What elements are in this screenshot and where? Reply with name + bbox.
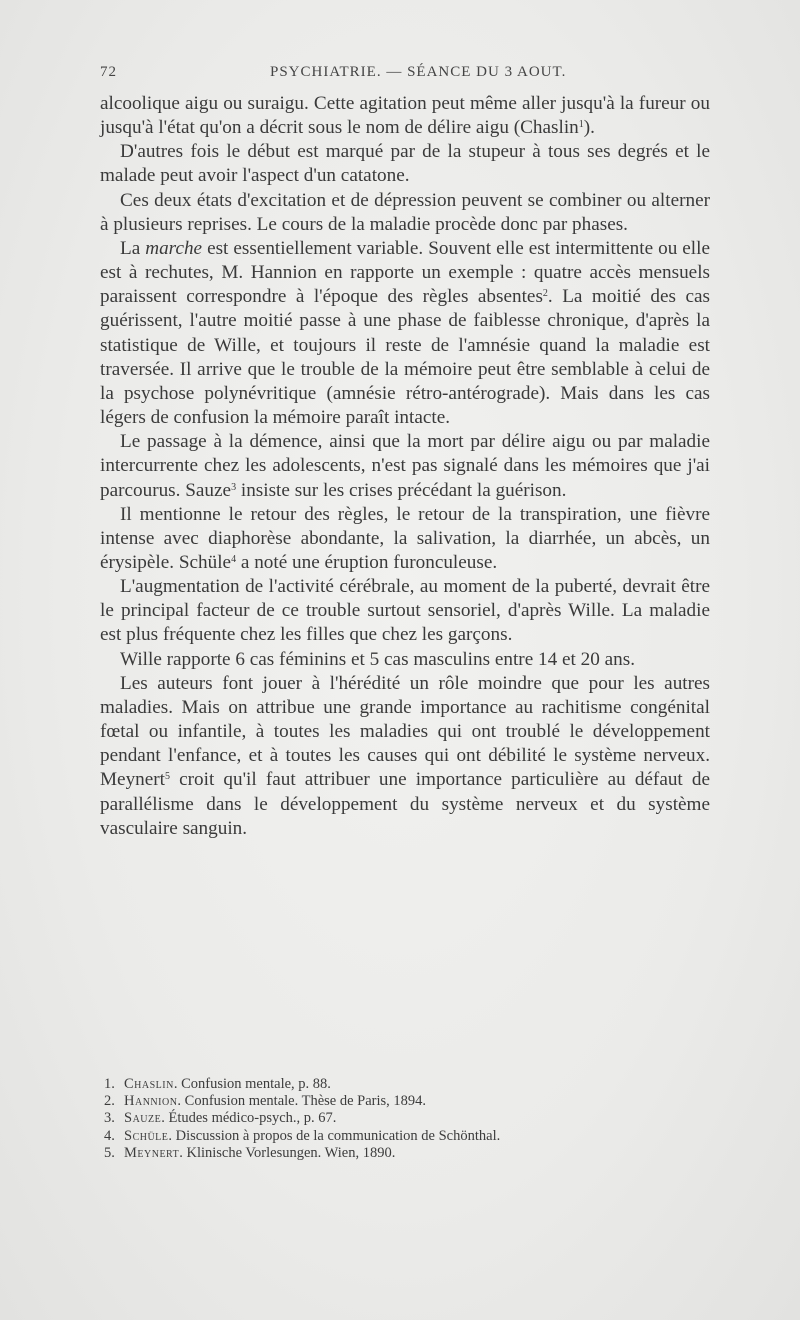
paragraph-6 xyxy=(100,503,710,575)
paragraph-9-text-a: Les auteurs font jouer à l'hérédité un rôle moindre que pour les autres maladies. Mais on attribue une grande importance au rachitisme congénital fœtal ou infantile, à toutes les maladies qui ont troublé le développement pendant l'enfance, et à toutes les causes qui ont débilité le système nerveux. Meynert xyxy=(100,672,710,791)
footnote-text: . Discussion à propos de la communication de Schönthal. xyxy=(168,1127,501,1144)
footnote-number: 1. xyxy=(104,1076,115,1092)
footnote xyxy=(104,1093,704,1110)
paragraph-8: Wille rapporte 6 cas féminins et 5 cas masculins entre 14 et 20 ans. xyxy=(120,648,635,670)
footnote-number: 3. xyxy=(104,1110,115,1127)
footnote-author: Sauze xyxy=(124,1110,162,1127)
paragraph-5-text-b: insiste sur les crises précédant la guérison. xyxy=(236,479,567,501)
paragraph-4-text-c: . La moitié des cas guérissent, l'autre moitié passe à une phase de faiblesse chronique, d'après la statistique de Wille, et toujours il reste de l'amnésie quand la maladie est traversée. Il arrive que le trouble de la mémoire peut être semblable à celui de la psychose polynévritique (amnésie rétro-antérograde). Mais dans les cas légers de confusion la mémoire paraît intacte. xyxy=(100,286,710,429)
main-text xyxy=(100,92,710,841)
paragraph-4-text-b: est essentiellement variable. Souvent elle est intermittente ou elle est à rechutes, M. Hannion en rapporte un exemple : quatre accès mensuels paraissent correspondre à l'époque des règles absentes xyxy=(100,237,710,308)
footnote-number: 4. xyxy=(104,1127,115,1144)
paragraph-7: L'augmentation de l'activité cérébrale, au moment de la puberté, devrait être le principal facteur de ce trouble surtout sensoriel, d'après Wille. La maladie est plus fréquente chez les filles que chez les garçons. xyxy=(100,576,710,646)
footnote-author: Chaslin xyxy=(124,1076,174,1092)
footnote-number: 5. xyxy=(104,1144,115,1161)
footnote-author: Schüle xyxy=(124,1127,169,1144)
paragraph-6-text-a: Il mentionne le retour des règles, le retour de la transpiration, une fièvre intense avec diaphorèse abondante, la salivation, la diarrhée, un abcès, un érysipèle. Schüle xyxy=(100,503,710,573)
footnote-text: . Études médico-psych., p. 67. xyxy=(161,1110,337,1127)
footnotes xyxy=(104,1076,704,1162)
paragraph-4-text-a: La xyxy=(120,237,146,259)
footnote xyxy=(104,1145,704,1162)
paragraph-1-end: ). xyxy=(583,117,595,139)
footnote xyxy=(104,1110,704,1127)
footnote-number: 2. xyxy=(104,1093,115,1110)
footnote-ref-4: 4 xyxy=(231,553,237,565)
paragraph-6-text-b: a noté une éruption furonculeuse. xyxy=(236,551,498,573)
paragraph-1 xyxy=(100,92,710,140)
paragraph-5 xyxy=(100,430,710,502)
page-number: 72 xyxy=(100,64,117,80)
running-title: PSYCHIATRIE. — SÉANCE DU 3 AOUT. xyxy=(270,64,567,80)
footnote-ref-2: 2 xyxy=(542,288,548,300)
running-header xyxy=(100,64,710,88)
footnote-author: Meynert xyxy=(124,1144,180,1161)
footnote-ref-1: 1 xyxy=(578,119,584,131)
footnote xyxy=(104,1128,704,1145)
footnote-text: . Confusion mentale. Thèse de Paris, 1894. xyxy=(177,1093,427,1110)
footnote-text: . Confusion mentale, p. 88. xyxy=(173,1076,331,1092)
paragraph-9 xyxy=(100,672,710,841)
footnote-text: . Klinische Vorlesungen. Wien, 1890. xyxy=(179,1144,396,1161)
paragraph-3: Ces deux états d'excitation et de dépression peuvent se combiner ou alterner à plusieurs reprises. Le cours de la maladie procède donc par phases. xyxy=(100,189,710,235)
paragraph-5-text-a: Le passage à la démence, ainsi que la mort par délire aigu ou par maladie intercurrente chez les adolescents, n'est pas signalé dans les mémoires que j'ai parcourus. Sauze xyxy=(100,431,710,501)
footnote-author: Hannion xyxy=(124,1093,178,1110)
footnote-ref-3: 3 xyxy=(231,481,237,493)
footnote-ref-5: 5 xyxy=(165,771,171,783)
emphasis-marche: marche xyxy=(145,237,203,259)
paragraph-1-text: alcoolique aigu ou suraigu. Cette agitation peut même aller jusqu'à la fureur ou jusqu'à l'état qu'on a décrit sous le nom de délire aigu (Chaslin xyxy=(100,93,710,139)
footnote xyxy=(104,1076,704,1093)
paragraph-4 xyxy=(100,237,710,430)
paragraph-9-text-b: croit qu'il faut attribuer une importance particulière au défaut de parallélisme dans le développement du système nerveux et du système vasculaire sanguin. xyxy=(100,769,710,839)
paragraph-2: D'autres fois le début est marqué par de la stupeur à tous ses degrés et le malade peut avoir l'aspect d'un catatone. xyxy=(100,141,710,187)
